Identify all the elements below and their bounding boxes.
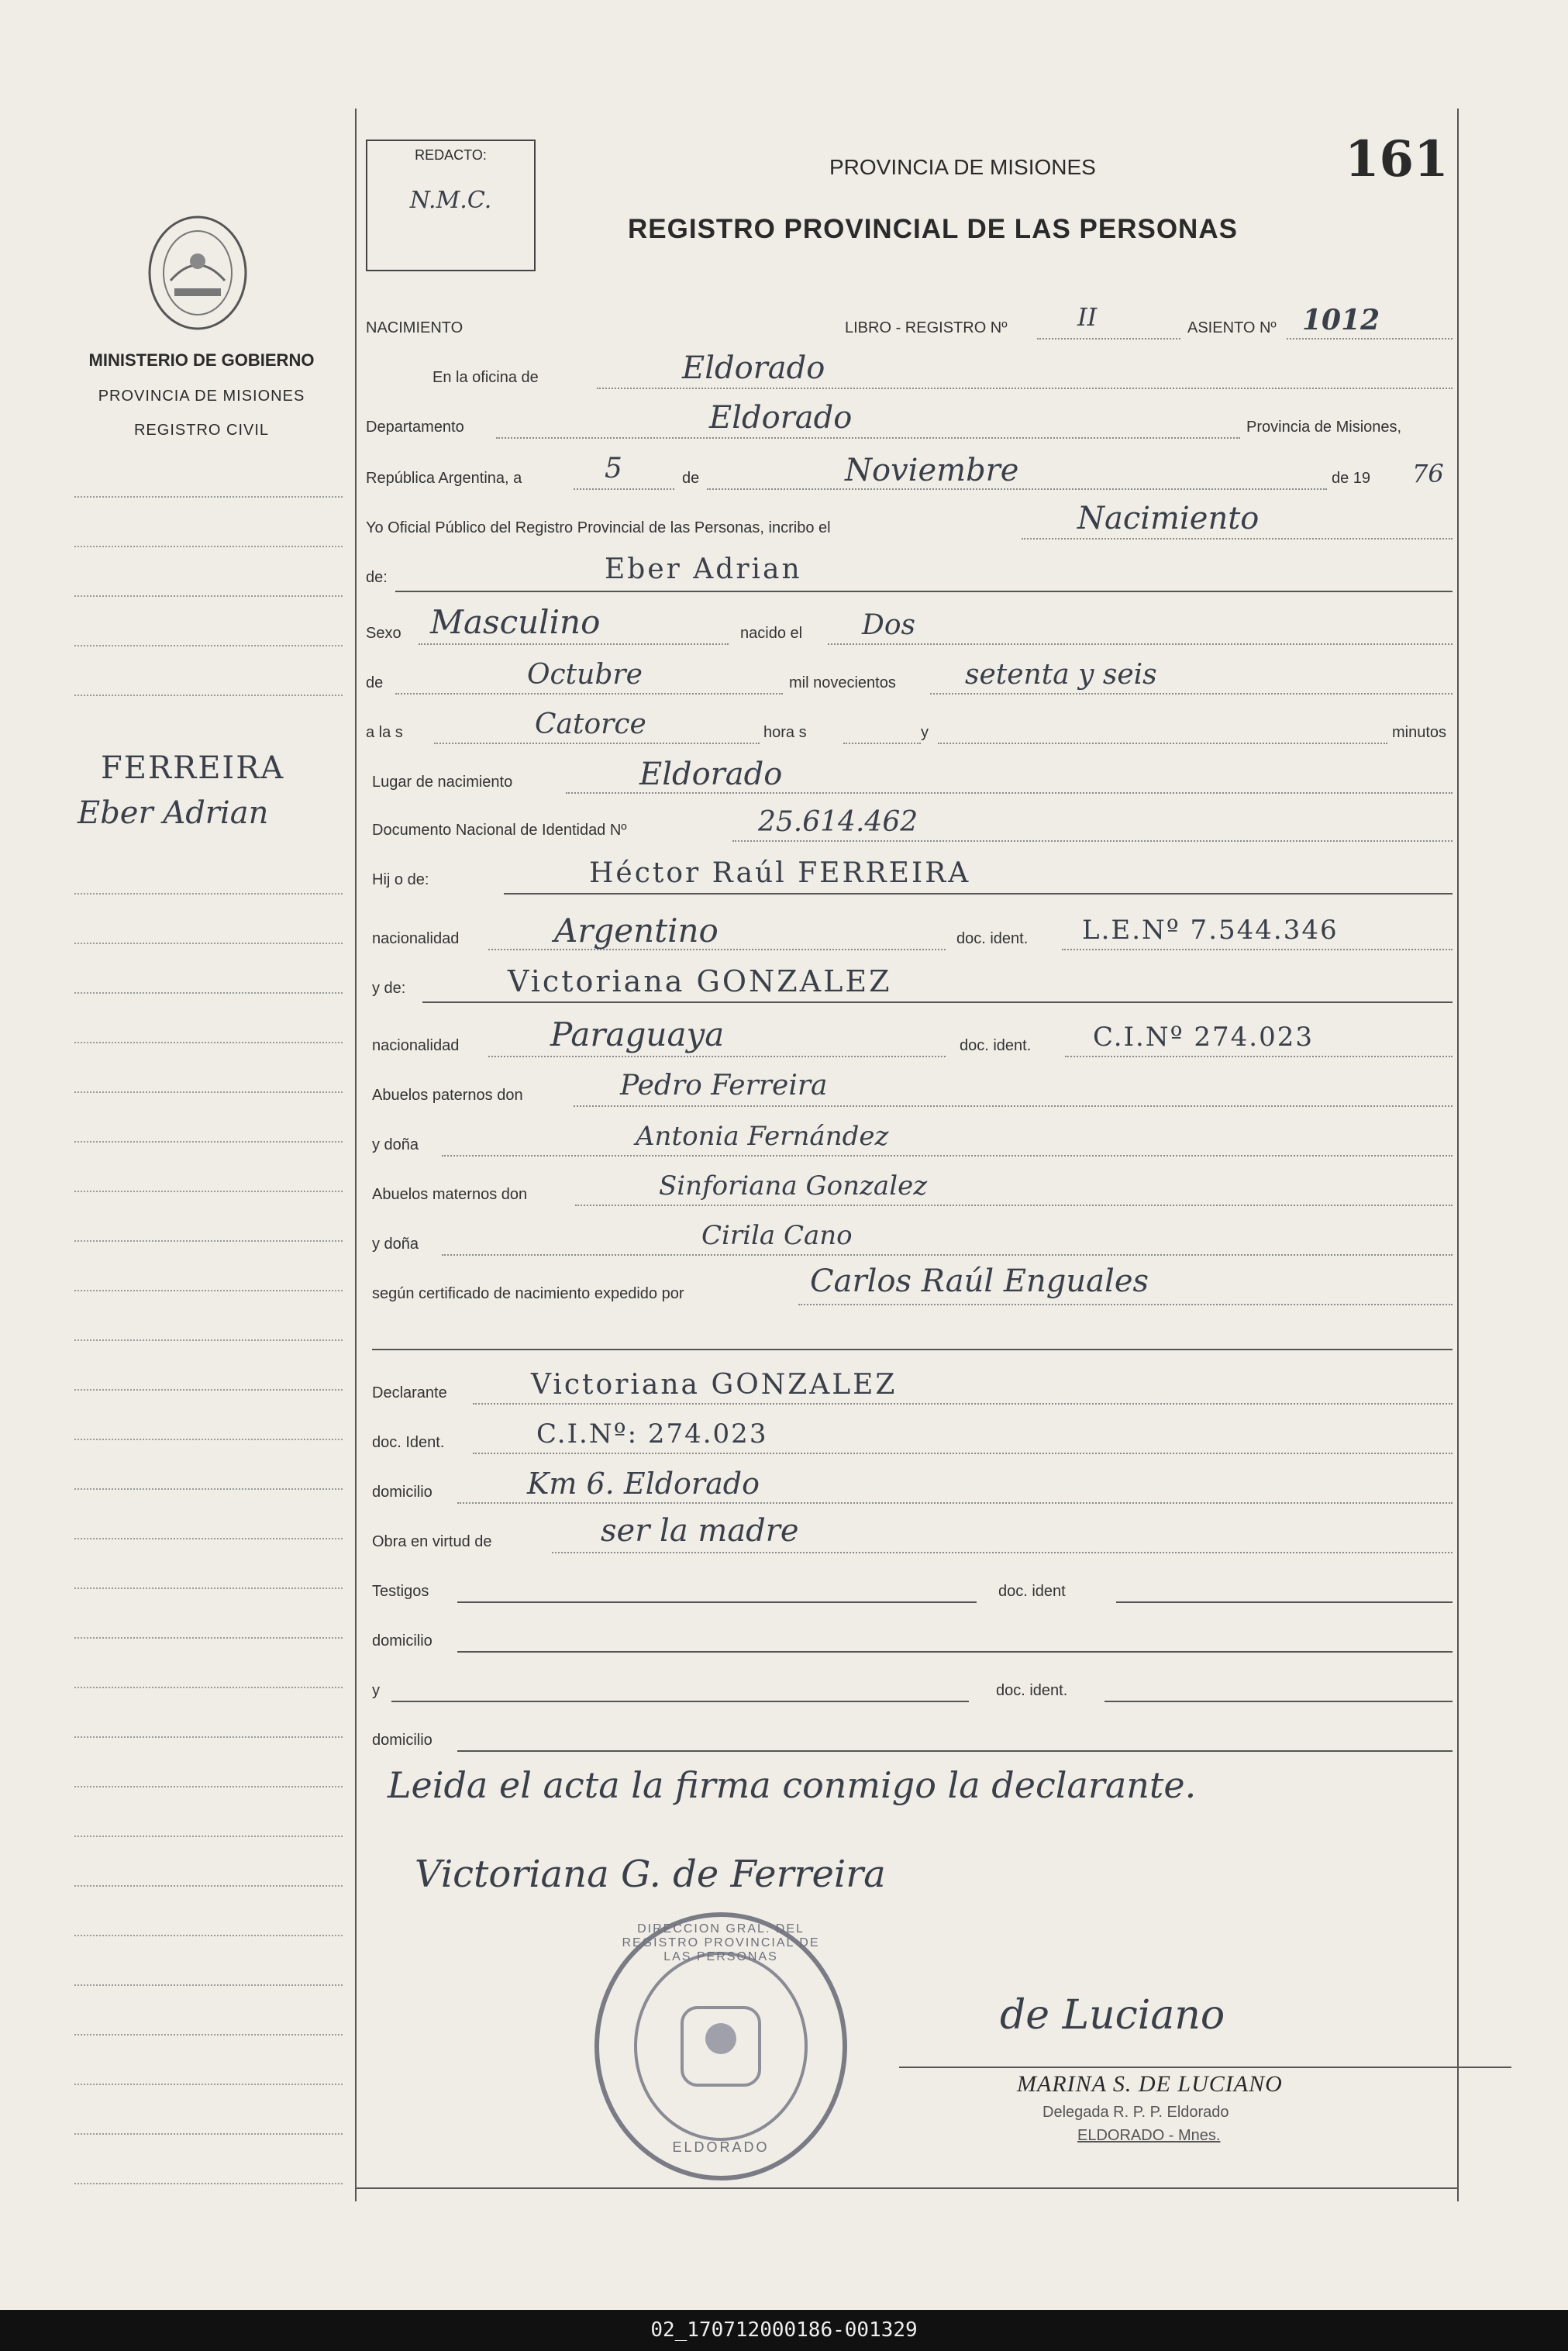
departamento-value: Eldorado (709, 400, 853, 436)
nac1-value: Argentino (554, 912, 719, 950)
margin-ruling-line (74, 1736, 343, 1738)
coat-of-arms-icon (143, 211, 252, 335)
libro-label: LIBRO - REGISTRO Nº (845, 319, 1008, 336)
margin-ruling-line (74, 546, 343, 547)
abpat-value: Pedro Ferreira (620, 1070, 828, 1101)
oficina-value: Eldorado (682, 350, 825, 386)
acto-value: Nacimiento (1077, 501, 1260, 536)
margin-ruling-line (74, 1389, 343, 1391)
abpat-label: Abuelos paternos don (372, 1087, 523, 1104)
margin-ruling-line (74, 943, 343, 944)
redacto-label: REDACTO: (415, 147, 487, 163)
obra-label: Obra en virtud de (372, 1533, 492, 1550)
form-right-border (1457, 109, 1459, 2201)
mil-label: mil novecientos (789, 674, 896, 691)
lugar-label: Lugar de nacimiento (372, 774, 513, 791)
anio-label: de 19 (1332, 470, 1371, 487)
mes-value: Noviembre (845, 453, 1019, 488)
left-registry: REGISTRO CIVIL (133, 422, 270, 439)
official-role: Delegada R. P. P. Eldorado (1042, 2104, 1229, 2121)
margin-ruling-line (74, 1935, 343, 1936)
docident3-label: doc. Ident. (372, 1434, 445, 1451)
margin-ruling-line (74, 893, 343, 895)
docident1-value: L.E.Nº 7.544.346 (1082, 915, 1339, 946)
margin-ruling-line (74, 1984, 343, 1986)
stamp-bottom: ELDORADO (672, 2139, 770, 2155)
official-name: MARINA S. DE LUCIANO (1017, 2071, 1283, 2097)
nombre-value: Eber Adrian (605, 553, 802, 585)
margin-ruling-line (74, 2133, 343, 2135)
official-stamp (589, 1907, 853, 2186)
margin-ruling-line (74, 1885, 343, 1887)
oficial-text: Yo Oficial Público del Registro Provincial de las Personas, incribo el (366, 519, 831, 536)
oficina-label: En la oficina de (432, 369, 539, 386)
dni-label: Documento Nacional de Identidad Nº (372, 822, 627, 839)
ydona1-label: y doña (372, 1136, 419, 1153)
margin-ruling-line (74, 2034, 343, 2036)
margin-ruling-line (74, 1687, 343, 1688)
docident5-label: doc. ident. (996, 1682, 1068, 1699)
docident2-label: doc. ident. (960, 1037, 1032, 1054)
padre-value: Héctor Raúl FERREIRA (589, 857, 971, 889)
official-place: ELDORADO - Mnes. (1077, 2127, 1221, 2144)
abmat2-value: Cirila Cano (701, 1220, 853, 1251)
sexo-value: Masculino (430, 603, 601, 641)
margin-ruling-line (74, 595, 343, 597)
stamp-text: DIRECCION GRAL. DEL REGISTRO PROVINCIAL DE LAS PERSONAS (622, 1922, 820, 1963)
lugar-value: Eldorado (639, 757, 783, 792)
margin-ruling-line (74, 1488, 343, 1490)
abmat-label: Abuelos maternos don (372, 1186, 528, 1203)
redacto-box (366, 140, 536, 271)
margin-ruling-line (74, 1290, 343, 1291)
dia-value: 5 (605, 453, 622, 484)
certificado-label: según certificado de nacimiento expedido por (372, 1285, 684, 1302)
margin-ruling-line (74, 496, 343, 498)
record-type: NACIMIENTO (366, 319, 464, 336)
nac2-value: Paraguaya (550, 1015, 725, 1053)
margin-ruling-line (74, 1091, 343, 1093)
margin-ruling-line (74, 1587, 343, 1589)
ydona2-label: y doña (372, 1236, 419, 1253)
asiento-label: ASIENTO Nº (1187, 319, 1277, 336)
testigos-label: Testigos (372, 1583, 429, 1600)
hora-value: Catorce (535, 708, 646, 740)
declarante-label: Declarante (372, 1384, 447, 1401)
margin-ruling-line (74, 1191, 343, 1192)
anio-value: 76 (1412, 459, 1444, 488)
de2-label: de: (366, 569, 388, 586)
header-province: PROVINCIA DE MISIONES (829, 155, 1096, 179)
docident1-label: doc. ident. (956, 930, 1029, 947)
docident4-label: doc. ident (998, 1583, 1066, 1600)
image-id-footer: 02_170712000186-001329 (0, 2310, 1568, 2351)
margin-surname: FERREIRA (101, 750, 285, 786)
minutos-label: minutos (1392, 724, 1447, 741)
de3-label: de (366, 674, 384, 691)
nacido-anio: setenta y seis (965, 659, 1157, 691)
nac1-label: nacionalidad (372, 930, 460, 947)
margin-ruling-line (74, 992, 343, 994)
domicilio3-label: domicilio (372, 1732, 432, 1749)
margin-ruling-line (74, 1439, 343, 1440)
obra-value: ser la madre (601, 1513, 799, 1549)
margin-given-name: Eber Adrian (78, 795, 269, 831)
certificado-value: Carlos Raúl Enguales (810, 1263, 1149, 1299)
margin-ruling-line (74, 2084, 343, 2085)
horas-label: hora s (763, 724, 807, 741)
margin-ruling-line (74, 645, 343, 646)
sexo-label: Sexo (366, 625, 401, 642)
page-number: 161 (1345, 130, 1449, 188)
provincia-suffix: Provincia de Misiones, (1246, 419, 1402, 436)
declarante-value: Victoriana GONZALEZ (531, 1369, 898, 1401)
ministry-name: MINISTERIO DE GOBIERNO (88, 350, 315, 370)
asiento-value: 1012 (1302, 304, 1380, 336)
abmat-value: Sinforiana Gonzalez (659, 1170, 928, 1201)
dni-value: 25.614.462 (758, 806, 918, 838)
nac2-label: nacionalidad (372, 1037, 460, 1054)
margin-ruling-line (74, 1240, 343, 1242)
margin-ruling-line (74, 1339, 343, 1341)
libro-value: II (1077, 302, 1098, 332)
left-province: PROVINCIA DE MISIONES (98, 388, 305, 405)
margin-ruling-line (74, 2183, 343, 2184)
margin-ruling-line (74, 1786, 343, 1787)
signature-declarante: Victoriana G. de Ferreira (415, 1853, 886, 1896)
document-title: REGISTRO PROVINCIAL DE LAS PERSONAS (628, 214, 1238, 244)
margin-ruling-line (74, 1042, 343, 1043)
nacido-label: nacido el (740, 625, 803, 642)
margin-ruling-line (74, 1637, 343, 1639)
abpat2-value: Antonia Fernández (636, 1121, 889, 1152)
domicilio-value: Km 6. Eldorado (527, 1467, 760, 1501)
domicilio-label: domicilio (372, 1484, 432, 1501)
departamento-label: Departamento (366, 419, 464, 436)
signature-official: de Luciano (1000, 1992, 1225, 2039)
de-label: de (682, 470, 700, 487)
form-left-border (355, 109, 357, 2201)
madre-value: Victoriana GONZALEZ (508, 964, 892, 998)
closing-text: Leida el acta la firma conmigo la declarante. (388, 1764, 1197, 1806)
y2-label: y (372, 1682, 380, 1699)
docident3-value: C.I.Nº: 274.023 (536, 1419, 768, 1450)
y-label: y (921, 724, 929, 741)
nacido-mes: Octubre (527, 659, 643, 691)
margin-ruling-line (74, 1141, 343, 1143)
docident2-value: C.I.Nº 274.023 (1093, 1022, 1314, 1053)
yde-label: y de: (372, 980, 406, 997)
hijo-label: Hij o de: (372, 871, 429, 888)
nacido-dia: Dos (862, 609, 916, 641)
domicilio2-label: domicilio (372, 1632, 432, 1649)
margin-ruling-line (74, 1836, 343, 1837)
margin-ruling-line (74, 1538, 343, 1539)
alas-label: a la s (366, 724, 403, 741)
republica-label: República Argentina, a (366, 470, 522, 487)
margin-ruling-line (74, 695, 343, 696)
redacto-value: N.M.C. (409, 187, 492, 214)
